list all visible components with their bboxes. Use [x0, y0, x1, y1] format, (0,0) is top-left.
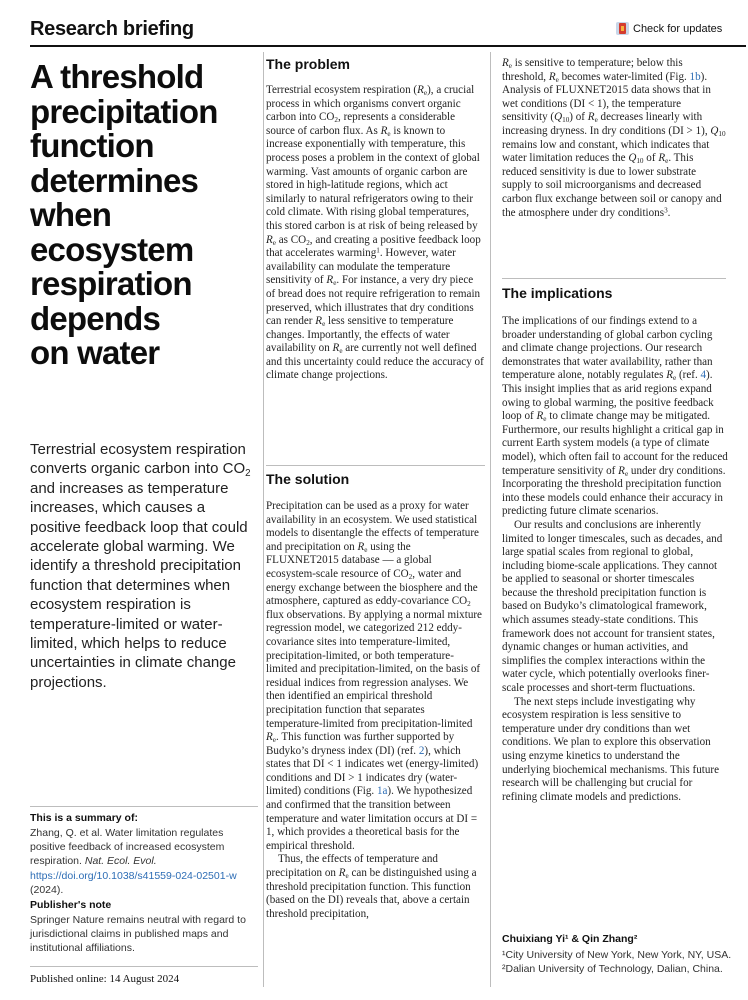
title-line: when [30, 196, 112, 233]
problem-text: Terrestrial ecosystem respiration $(R_e)$, a crucial process in which organisms convert organic carbon into $CO_2$, represents a considerable source of carbon flux. As $R_e$ is known to increase exponentially with temperature, this process poses a problem in the context of global warming. Vast amounts of organic carbon are stored in high-latitude regions, which act similarly to natural refrigerators owing to their cold climate. With rising global temperatures, this stored carbon is at risk of being released by $R_e$ as $CO_2$, and creating a positive feedback loop that accelerates warming$^1$. However, water availability can modulate the temperature sensitivity of $R_e$. For instance, a very dry piece of bread does not require refrigeration to remain preserved, which illustrates that dry conditions can render $R_e$ less sensitive to temperature changes. Importantly, the effects of water availability on $R_e$ are currently not well defined and this uncertainty could reduce the accuracy of climate change projections. [266, 84, 484, 382]
summary-standfirst: Terrestrial ecosystem respiration converts organic carbon into $CO_2$ and increases as temperature increases, which causes a positive feedback loop that could accelerate global warming. We identify a threshold precipitation function that determines when ecosystem respiration is temperature-limited or water-limited, which helps to reduce uncertainties in climate change projections. [30, 441, 251, 691]
author-affiliations: ¹City University of New York, New York, NY, USA. ²Dalian University of Technology, Dalian, China. [502, 949, 732, 976]
citation: Zhang, Q. et al. Water limitation regulates positive feedback of increased ecosystem respiration. Nat. Ecol. Evol. https://doi.org/10.1038/s41559-024-02501-w (2024). [30, 827, 237, 896]
solution-text-continued: $R_e$ is sensitive to temperature; below this threshold, $R_e$ becomes water-limited (Fig. 1b). Analysis of FLUXNET2015 data shows that in wet conditions (DI < 1), the temperature sensitivity $(Q_{10})$ of $R_e$ decreases linearly with increasing dryness. In dry conditions (DI > 1), $Q_{10}$ remains low and constant, which indicates that water limitation reduces the $Q_{10}$ of $R_e$. This reduced sensitivity is due to lower substrate supply to soil microorganisms and decreased carbon flux exchange between soil or canopy and the atmosphere under dry conditions$^3$. [502, 57, 726, 219]
column-divider [490, 52, 491, 987]
title-line: determines [30, 161, 199, 199]
check-updates-label: Check for updates [633, 22, 723, 35]
check-updates-icon [616, 22, 629, 35]
publishers-note-heading: Publisher's note [30, 899, 112, 911]
published-online: Published online: 14 August 2024 [30, 973, 180, 985]
solution-rule [266, 465, 485, 466]
title-line: depends [30, 299, 161, 337]
section-label: Research briefing [30, 18, 194, 40]
column-divider [263, 52, 264, 987]
doi-link[interactable]: https://doi.org/10.1038/s41559-024-02501-w [30, 869, 237, 882]
problem-heading: The problem [266, 56, 351, 72]
solution-text: Precipitation can be used as a proxy for water availability in an ecosystem. We used statistical models to disentangle the effects of temperature and precipitation on $R_e$ using the FLUXNET2015 database — a global ecosystem-scale resource of $CO_2$, water and energy exchange between the biosphere and the atmosphere, captured as eddy-covariance $CO_2$ flux observations. By applying a normal mixture regression model, we categorized 212 eddy-covariance sites into temperature-limited, precipitation-limited, or both temperature-limited and precipitation-limited, on the basis of residual indices from regression analyses. We then identified an empirical threshold precipitation function that separates temperature-limited from precipitation-limited $R_e$. This function was further supported by Budyko’s dryness index (DI) (ref. 2), which states that DI < 1 indicates wet (energy-limited) conditions and DI > 1 indicates dry (water-limited) conditions (Fig. 1a). We hypothesized and confirmed that the transition between temperature and water limitation occurs at DI = 1, which provides a theoretical basis for the empirical threshold. Thus, the effects of temperature and precipitation on $R_e$ can be distinguished using a threshold precipitation function. This function (based on the DI) reveals that, above a certain threshold precipitation, [266, 500, 482, 920]
solution-heading: The solution [266, 471, 350, 487]
title-line: on water [30, 334, 160, 371]
header-rule [30, 45, 746, 47]
implications-rule [502, 278, 726, 279]
implications-heading: The implications [502, 285, 613, 301]
summary-of-rule [30, 806, 258, 807]
check-updates-button[interactable] [616, 22, 722, 35]
article-title [30, 60, 255, 371]
publishers-note-body: Springer Nature remains neutral with regard to jurisdictional claims in published maps and institutional affiliations. [30, 914, 246, 955]
title-line: function [30, 127, 154, 164]
title-line: A threshold [30, 58, 204, 95]
author-names: Chuixiang Yi¹ & Qin Zhang² [502, 933, 638, 945]
title-line: precipitation [30, 92, 218, 130]
implications-text: The implications of our findings extend to a broader understanding of global carbon cycling and climate change projections. Our research demonstrates that water availability, rather than temperature alone, notably regulates $R_e$ (ref. 4). This insight implies that as arid regions expand owing to global warming, the positive feedback loop of $R_e$ to climate change may be mitigated. Furthermore, our results highlight a critical gap in current Earth system models (a type of climate model), which often fail to account for the reduced temperature sensitivity of $R_e$ under dry conditions. Incorporating the threshold precipitation function into these models could enhance their accuracy in predicting future climate scenarios. Our results and conclusions are inherently limited to longer timescales, such as decades, and large spatial scales from regional to global, including biome-scale applications. They cannot be applied to seasonal or shorter timescales because the threshold precipitation function is based on Budyko’s climatological framework, which assumes steady-state conditions. This framework does not account for transient states, dynamic changes or human activities, and simplifies the complex interactions within the water cycle, which potentially overlooks finer-scale processes and short-term fluctuations. The next steps include investigating why ecosystem respiration is less sensitive to temperature under dry conditions than wet conditions. We plan to explore this observation using enzyme kinetics to understand the underlying biochemical mechanisms. This future research will be challenging but crucial for refining climate models and predictions. [502, 315, 728, 803]
summary-of-heading: This is a summary of: [30, 812, 138, 824]
published-rule [30, 966, 258, 967]
title-line: respiration [30, 265, 192, 302]
title-line: ecosystem [30, 230, 194, 268]
